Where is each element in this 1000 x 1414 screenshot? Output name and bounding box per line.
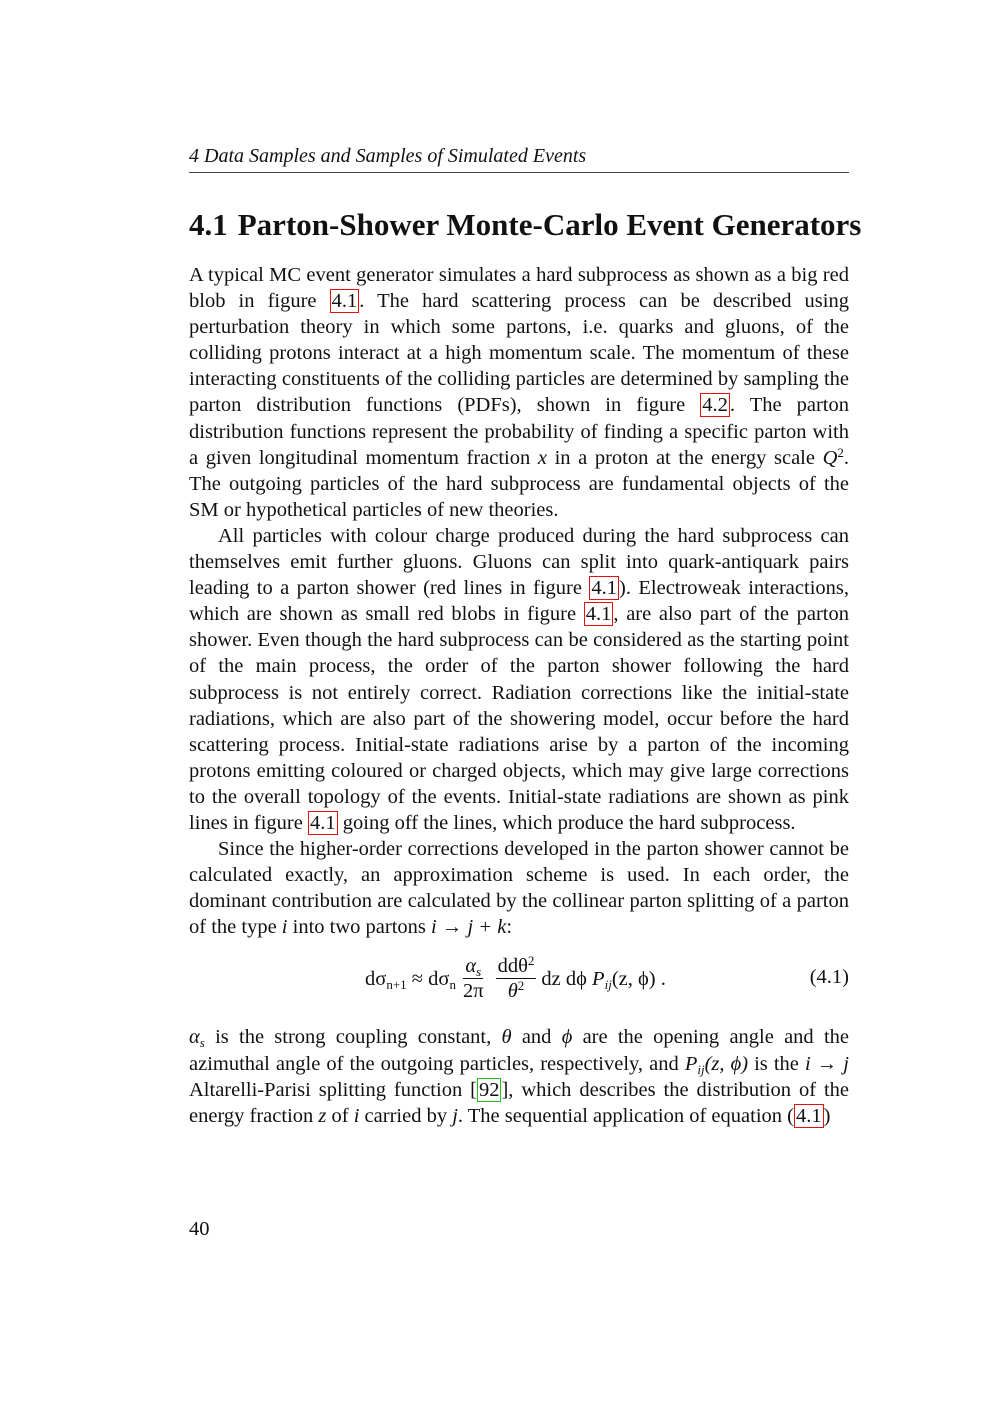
- page-number: 40: [189, 1218, 210, 1240]
- text-run: Altarelli-Parisi splitting function [: [189, 1078, 477, 1101]
- text-run: in a proton at the energy scale: [546, 446, 823, 469]
- math-var: θ: [501, 1026, 512, 1049]
- text-run: . The parton distribution functions represent the probability of finding a specific parton with a given longitudinal momentum fraction: [189, 394, 849, 469]
- text-run: :: [506, 916, 513, 939]
- text-run: . The outgoing particles of the hard subprocess are fundamental objects of the SM or hypothetical particles of new theories.: [189, 446, 850, 521]
- text-run: ): [823, 1104, 831, 1127]
- figure-ref-link[interactable]: 4.1: [310, 811, 336, 834]
- paragraph-approx: [189, 836, 849, 940]
- math-sup: 2: [837, 444, 844, 460]
- text-run: ). Electroweak interactions, which are shown as small red blobs in figure: [189, 577, 849, 626]
- figure-ref-link[interactable]: 4.1: [331, 290, 358, 313]
- math-var: P: [684, 1052, 698, 1075]
- math-var: ϕ: [561, 1026, 573, 1049]
- running-header: [189, 142, 849, 173]
- math-expression: (z, ϕ): [704, 1052, 749, 1075]
- math-var: z: [318, 1104, 327, 1127]
- figure-ref-link[interactable]: 4.2: [702, 394, 728, 417]
- text-run: is the: [748, 1052, 805, 1075]
- equation-body: [365, 954, 666, 1003]
- math-var: i: [353, 1104, 360, 1127]
- text-run: are the opening angle and the azimuthal angle of the outgoing particles, respectively, and: [189, 1026, 849, 1075]
- equation-ref-link[interactable]: 4.1: [795, 1104, 822, 1127]
- text-run: . The hard scattering process can be described using perturbation theory in which some partons, i.e. quarks and gluons, of the colliding protons interact at a high momentum scale. The momentum of these interacting constituents of the colliding particles are determined by sampling the parton distribution functions (PDFs), shown in figure: [189, 290, 849, 417]
- text-run: ], which describes the distribution of the energy fraction: [189, 1078, 849, 1127]
- text-run: . The sequential application of equation (: [457, 1104, 794, 1127]
- math-var: x: [537, 446, 547, 469]
- figure-ref-link[interactable]: 4.1: [591, 577, 617, 600]
- text-run: carried by: [359, 1104, 453, 1127]
- fraction-alpha: $\frac{\alpha_s}{2\pi}$: [462, 955, 484, 1003]
- text-run: A typical MC event generator simulates a hard subprocess as shown as a big red blob in figure: [189, 264, 849, 313]
- section-heading: [189, 206, 869, 244]
- text-run: is the strong coupling constant,: [204, 1026, 502, 1049]
- text-run: going off the lines, which produce the hard subprocess.: [337, 811, 796, 834]
- eq-lhs: $d\sigma_{n+1} \approx d\sigma_n$: [365, 967, 456, 992]
- equation-number: (4.1): [809, 966, 849, 989]
- body-text: [189, 262, 849, 1129]
- text-run: All particles with colour charge produced during the hard subprocess can themselves emit further gluons. Gluons can split into quark-antiquark pairs leading to a parton shower (red lines in figure: [189, 524, 849, 600]
- paragraph-splitting: $\alpha_s$ is the strong coupling constant, θ and ϕ are the opening angle and the azimuthal angle of the outgoing particles, respectively, and $P_{ij}(z$, ϕ) is the i → j Altarelli-Parisi splitting function [92], which describes the distribution of the energy fraction z of i carried by j. The sequential application of equation (4.1): [189, 1026, 850, 1127]
- equation-4-1: [189, 948, 849, 1020]
- math-var: j: [452, 1104, 458, 1127]
- section-title: Parton-Shower Monte-Carlo Event Generators: [237, 207, 862, 242]
- text-run: into two partons: [287, 916, 431, 939]
- math-var: Q: [822, 446, 838, 469]
- text-run: and: [511, 1026, 562, 1049]
- math-var: i: [281, 916, 288, 939]
- paragraph-shower: [189, 523, 849, 836]
- paragraph-intro: [189, 262, 849, 523]
- text-run: , are also part of the parton shower. Even though the hard subprocess can be considered as the starting point of the main process, the order of the parton shower following the hard subprocess is not entirely correct. Radiation corrections like the initial-state radiations, which are also part of the showering model, occur before the hard scattering process. Initial-state radiations arise by a parton of the incoming protons emitting coloured or charged objects, which may give large corrections to the overall topology of the events. Initial-state radiations are shown as pink lines in figure: [189, 603, 850, 834]
- math-expression: i → j: [804, 1052, 850, 1075]
- text-run: Since the higher-order corrections developed in the parton shower cannot be calculated exactly, an approximation scheme is used. In each order, the dominant contribution are calculated by the collinear parton splitting of a parton of the type: [189, 838, 849, 939]
- math-expression: i → j + k: [431, 916, 507, 939]
- citation-link[interactable]: 92: [478, 1078, 500, 1101]
- text-run: of: [326, 1104, 354, 1127]
- running-header-title: 4 Data Samples and Samples of Simulated Events: [189, 145, 587, 167]
- figure-ref-link[interactable]: 4.1: [585, 603, 612, 626]
- section-number: 4.1: [189, 207, 228, 242]
- fraction-theta: $\frac{dd\theta^2}{\theta^2}$: [497, 953, 535, 1003]
- eq-tail: dz dϕ $P_{ij}(z$, ϕ) .: [541, 967, 666, 992]
- math-var: α: [189, 1026, 200, 1049]
